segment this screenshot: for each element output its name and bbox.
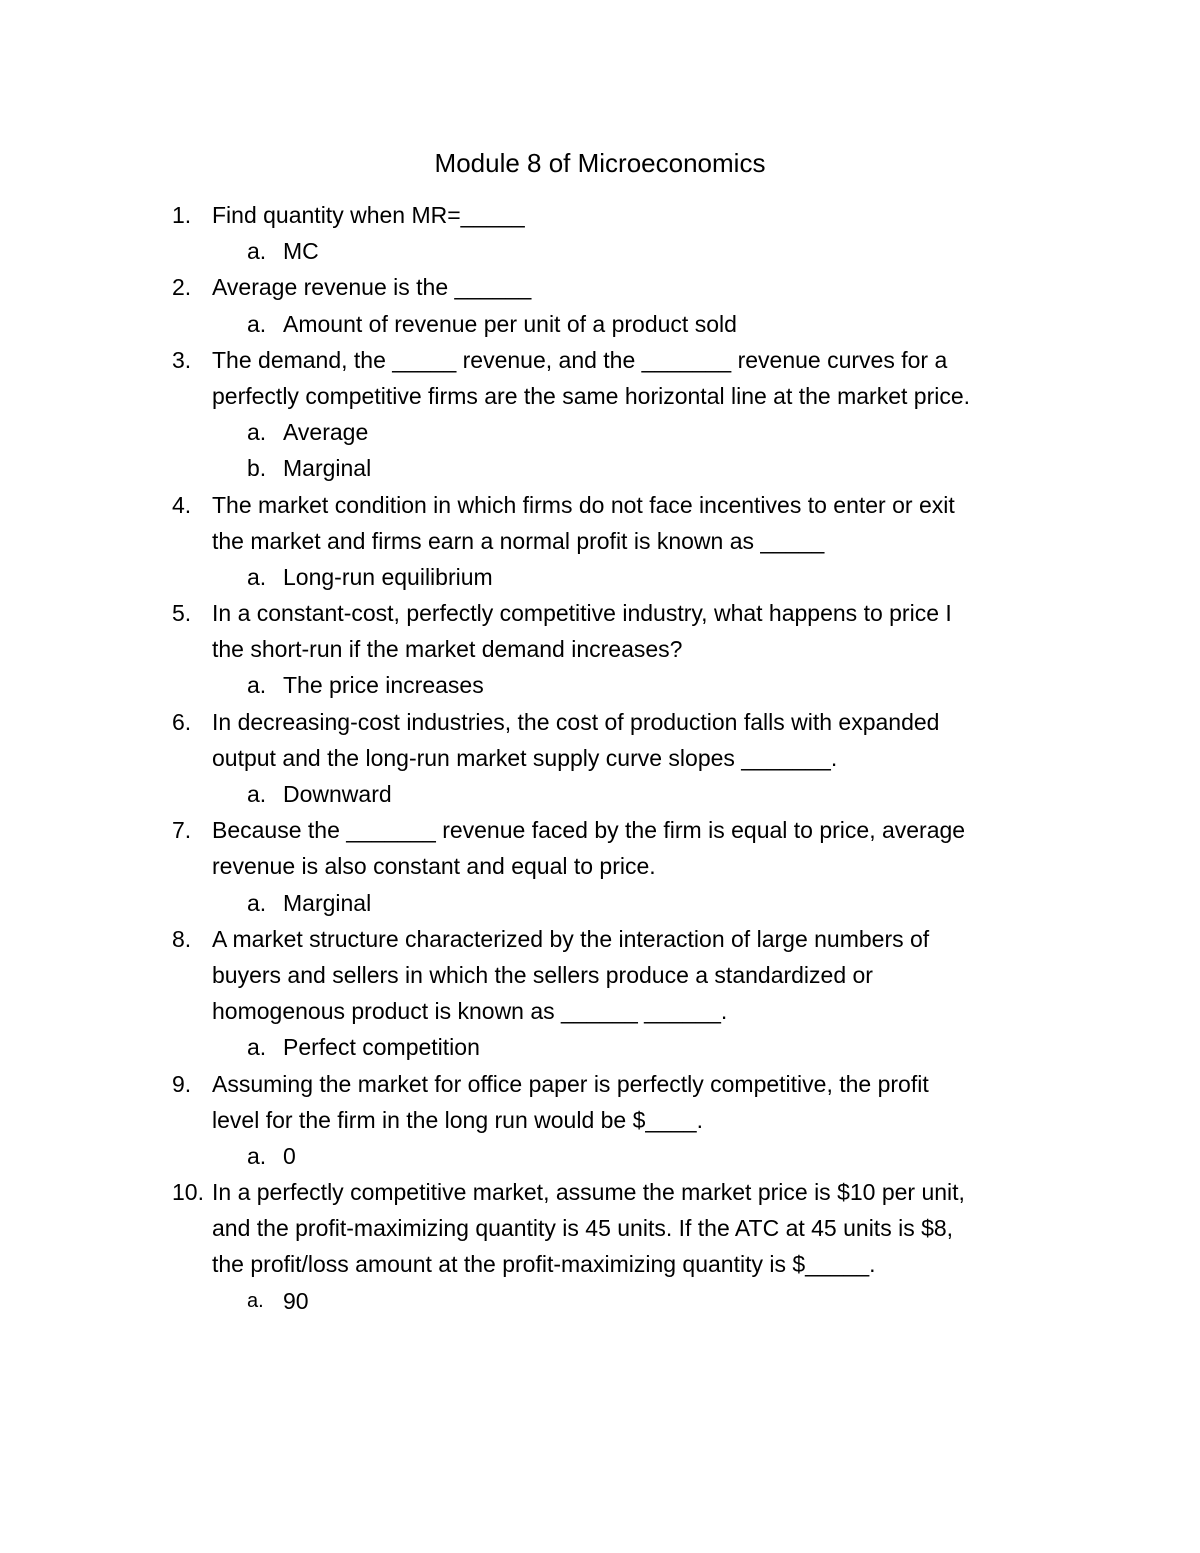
question-text: In a perfectly competitive market, assume the market price is $10 per unit, [212, 1179, 965, 1206]
answer-text: The price increases [283, 672, 484, 699]
question-line [0, 1102, 1200, 1138]
answer-text: Perfect competition [283, 1034, 480, 1061]
answer-line [0, 1029, 1200, 1065]
answer-text: Amount of revenue per unit of a product sold [283, 310, 737, 337]
question-text: Assuming the market for office paper is perfectly competitive, the profit [212, 1070, 929, 1097]
answer-text: 0 [283, 1142, 296, 1169]
answer-line [0, 885, 1200, 921]
question-text: In a constant-cost, perfectly competitive industry, what happens to price I [212, 600, 952, 627]
question-line [0, 595, 1200, 631]
question-number: 3. [172, 346, 192, 373]
question-line [0, 523, 1200, 559]
question-line [0, 740, 1200, 776]
answer-line [0, 450, 1200, 486]
answer-letter: b. [247, 455, 267, 482]
question-line [0, 704, 1200, 740]
answer-letter: a. [247, 672, 267, 699]
answer-line [0, 776, 1200, 812]
question-text: and the profit-maximizing quantity is 45 units. If the ATC at 45 units is $8, [212, 1215, 954, 1242]
question-text: The demand, the _____ revenue, and the _______ revenue curves for a [212, 346, 948, 373]
question-line [0, 812, 1200, 848]
answer-line [0, 667, 1200, 703]
question-text: the profit/loss amount at the profit-maximizing quantity is $_____. [212, 1251, 876, 1278]
answer-line [0, 559, 1200, 595]
question-line [0, 1066, 1200, 1102]
question-number: 7. [172, 817, 192, 844]
answer-text: MC [283, 238, 319, 265]
question-line [0, 957, 1200, 993]
question-line [0, 487, 1200, 523]
answer-letter: a. [247, 1142, 267, 1169]
question-text: Because the _______ revenue faced by the firm is equal to price, average [212, 817, 966, 844]
answer-line [0, 233, 1200, 269]
answer-line [0, 306, 1200, 342]
answer-letter: a. [247, 563, 267, 590]
answer-letter: a. [247, 310, 267, 337]
question-text: A market structure characterized by the interaction of large numbers of [212, 925, 930, 952]
question-line [0, 921, 1200, 957]
question-number: 6. [172, 708, 192, 735]
question-text: revenue is also constant and equal to price. [212, 853, 656, 880]
question-text: Average revenue is the ______ [212, 274, 532, 301]
answer-letter: a. [247, 889, 267, 916]
answer-text: Marginal [283, 455, 372, 482]
question-text: perfectly competitive firms are the same horizontal line at the market price. [212, 382, 971, 409]
document-title: Module 8 of Microeconomics [434, 148, 766, 178]
question-line [0, 1246, 1200, 1282]
answer-line [0, 414, 1200, 450]
answer-text: Marginal [283, 889, 372, 916]
answer-line [0, 1138, 1200, 1174]
question-number: 9. [172, 1070, 192, 1097]
question-list [0, 197, 1200, 1319]
question-text: The market condition in which firms do not face incentives to enter or exit [212, 491, 955, 518]
question-text: output and the long-run market supply curve slopes _______. [212, 744, 838, 771]
question-line [0, 1174, 1200, 1210]
answer-text: 90 [283, 1287, 309, 1314]
question-text: the short-run if the market demand increases? [212, 636, 683, 663]
question-number: 4. [172, 491, 192, 518]
question-number: 10. [172, 1179, 204, 1206]
question-number: 5. [172, 600, 192, 627]
question-line [0, 197, 1200, 233]
question-text: Find quantity when MR=_____ [212, 202, 525, 228]
question-text: homogenous product is known as ______ ______. [212, 998, 728, 1025]
answer-letter: a. [247, 419, 267, 446]
question-line [0, 378, 1200, 414]
answer-text: Downward [283, 781, 392, 807]
question-line [0, 342, 1200, 378]
question-line [0, 993, 1200, 1029]
question-text: level for the firm in the long run would be $____. [212, 1106, 703, 1133]
question-text: In decreasing-cost industries, the cost of production falls with expanded [212, 708, 940, 735]
question-line [0, 631, 1200, 667]
question-number: 1. [172, 202, 192, 228]
answer-letter: a. [247, 781, 267, 807]
answer-letter: a. [247, 238, 267, 265]
question-text: the market and firms earn a normal profit is known as _____ [212, 527, 825, 554]
question-line [0, 1210, 1200, 1246]
answer-letter: a. [247, 1034, 267, 1061]
question-number: 8. [172, 925, 192, 952]
question-number: 2. [172, 274, 192, 301]
answer-text: Average [283, 419, 369, 446]
question-text: buyers and sellers in which the sellers produce a standardized or [212, 961, 873, 988]
question-line [0, 269, 1200, 305]
answer-line [0, 1283, 1200, 1319]
question-line [0, 848, 1200, 884]
answer-text: Long-run equilibrium [283, 563, 493, 590]
answer-letter: a. [247, 1289, 264, 1312]
